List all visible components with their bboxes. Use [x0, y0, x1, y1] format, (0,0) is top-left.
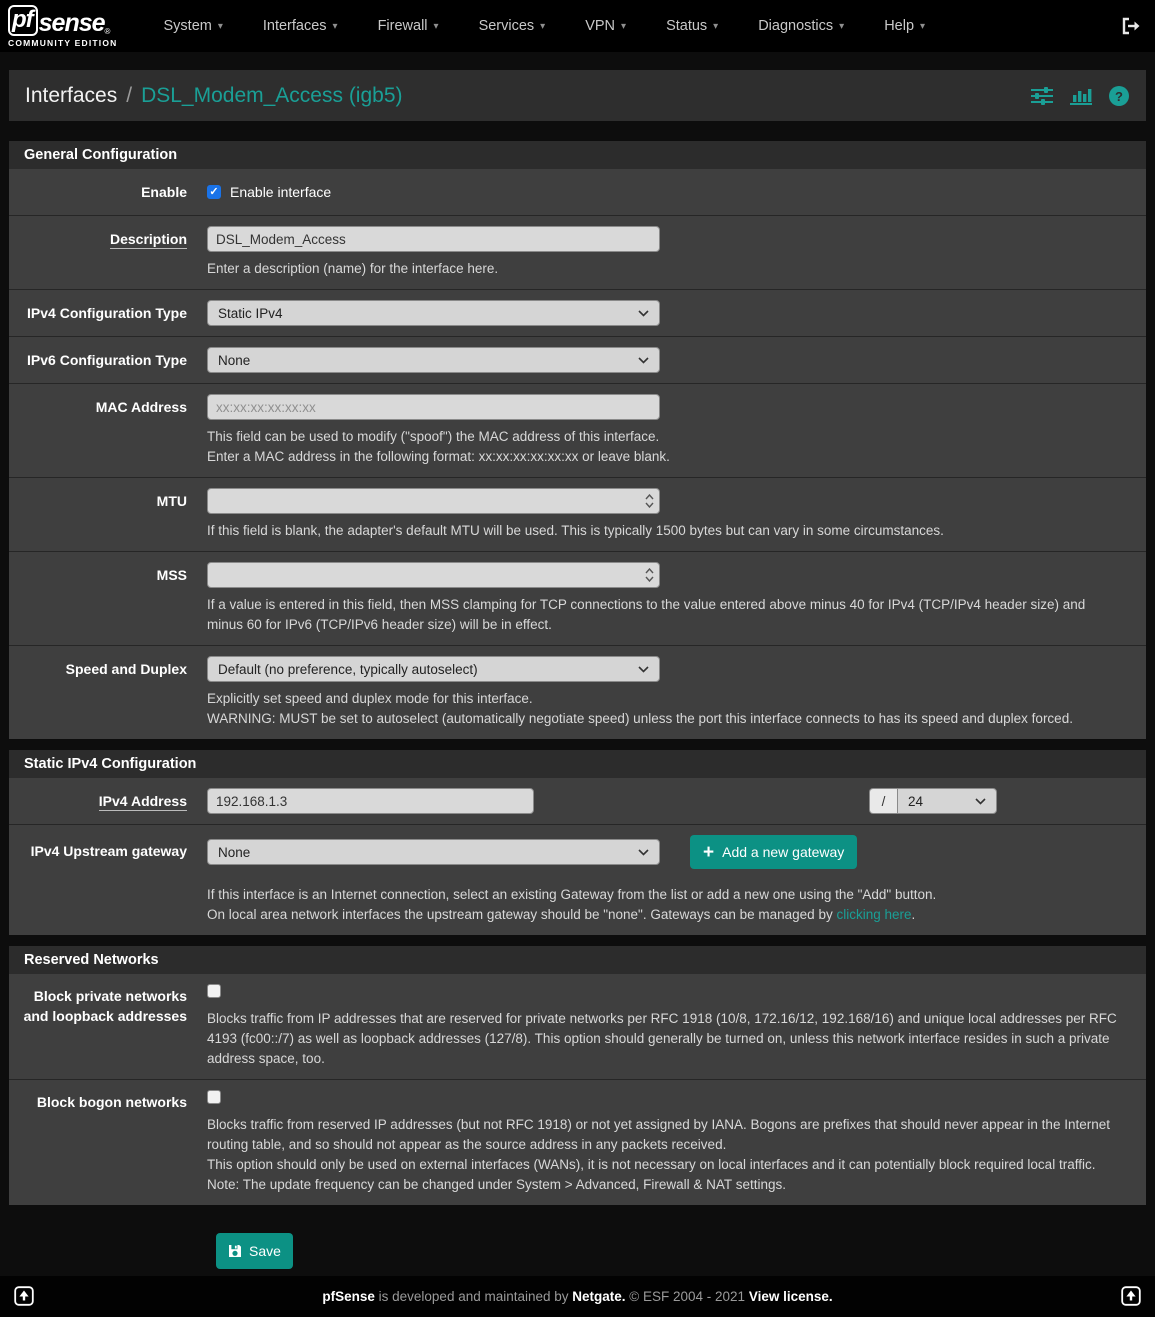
- row-block-private: [9, 974, 1146, 1079]
- breadcrumb-section: Interfaces: [25, 83, 118, 107]
- sliders-icon[interactable]: [1030, 86, 1054, 106]
- mss-label: MSS: [156, 567, 187, 583]
- logo-edition-text: COMMUNITY EDITION: [8, 37, 118, 48]
- chevron-down-icon: ▾: [713, 20, 719, 32]
- select-chevron-icon: [638, 310, 649, 317]
- ipv4-address-input[interactable]: [207, 788, 534, 814]
- row-mac-address: [9, 383, 1146, 477]
- breadcrumb: [9, 70, 1146, 121]
- chevron-down-icon: ▾: [217, 20, 223, 32]
- panel-static-ipv4-configuration: [9, 750, 1146, 935]
- clicking-here-link[interactable]: clicking here: [836, 907, 912, 922]
- select-chevron-icon: [638, 357, 649, 364]
- menu-item-diagnostics[interactable]: Diagnostics ▾: [758, 18, 845, 34]
- breadcrumb-wrap: [0, 52, 1155, 121]
- gateway-help: If this interface is an Internet connection, select an existing Gateway from the list or add a new one using the "Add" button. On local area network interfaces the upstream gateway should be "none". Gateways can be managed by clicking here.: [207, 887, 937, 922]
- block-bogon-label: Block bogon networks: [36, 1094, 187, 1110]
- ipv4-configuration-type-select[interactable]: Static IPv4: [207, 300, 660, 326]
- row-block-bogon: [9, 1079, 1146, 1205]
- chevron-down-icon: ▾: [839, 20, 845, 32]
- mac-address-input[interactable]: [207, 394, 660, 420]
- main-content: [0, 121, 1155, 1269]
- pfsense-logo[interactable]: [8, 5, 118, 48]
- description-label: Description: [109, 231, 187, 247]
- menu-item-status[interactable]: Status ▾: [666, 18, 719, 34]
- ipv4-address-label: IPv4 Address: [98, 793, 187, 809]
- block-private-help: Blocks traffic from IP addresses that are reserved for private networks per RFC 1918 (10/8, 172.16/12, 192.168/16) and unique local addresses per RFC 4193 (fc00::/7) as well as loopback addresses (127/8). This option should generally be turned on, unless this network interface resides in such a private address space, too.: [207, 1011, 1117, 1066]
- row-ipv4-address: [9, 778, 1146, 824]
- description-input[interactable]: [207, 226, 660, 252]
- row-enable: [9, 169, 1146, 215]
- enable-interface-checkbox-label: Enable interface: [230, 184, 332, 200]
- chevron-down-icon: ▾: [540, 20, 546, 32]
- row-ipv4-configuration-type: [9, 289, 1146, 336]
- block-bogon-help: Blocks traffic from reserved IP addresses (but not RFC 1918) or not yet assigned by IANA. Bogons are prefixes that should never appear in the Internet routing table, and so should not appear as the source address in any packets received. This option should only be used on external interfaces (WANs), it is not necessary on local interfaces and it can potentially block required local traffic. Note: The update frequency can be changed under System > Advanced, Firewall & NAT settings.: [207, 1117, 1110, 1192]
- enable-interface-checkbox[interactable]: ✓: [207, 185, 221, 199]
- mss-help: If a value is entered in this field, then MSS clamping for TCP connections to the value entered above minus 40 for IPv4 (TCP/IPv4 header size) and minus 60 for IPv6 (TCP/IPv6 header size) will be in effect.: [207, 597, 1086, 632]
- breadcrumb-page-link[interactable]: DSL_Modem_Access (igb5): [141, 83, 403, 107]
- breadcrumb-separator: /: [126, 83, 133, 107]
- help-icon[interactable]: [1108, 85, 1130, 107]
- menu-item-vpn[interactable]: VPN ▾: [585, 18, 627, 34]
- chevron-down-icon: ▾: [621, 20, 627, 32]
- logo-registered-mark: ®: [104, 26, 111, 36]
- chevron-down-icon: ▾: [920, 20, 926, 32]
- panel-general-configuration: [9, 141, 1146, 739]
- ipv4-type-label: IPv4 Configuration Type: [27, 305, 187, 321]
- save-icon: [228, 1244, 242, 1258]
- sign-out-icon[interactable]: [1121, 17, 1141, 35]
- menu-item-system[interactable]: System ▾: [163, 18, 223, 34]
- block-bogon-checkbox[interactable]: [207, 1090, 221, 1104]
- number-spinner[interactable]: [645, 490, 654, 512]
- plus-icon: +: [703, 841, 715, 863]
- add-gateway-button[interactable]: + Add a new gateway: [690, 835, 857, 869]
- scroll-top-right-button[interactable]: [1121, 1286, 1141, 1306]
- mss-input[interactable]: [207, 562, 660, 588]
- block-private-label: Block private networks and loopback addresses: [23, 988, 187, 1024]
- enable-label: Enable: [141, 184, 187, 200]
- panel-title: General Configuration: [9, 141, 1146, 169]
- bar-chart-icon[interactable]: [1069, 86, 1093, 106]
- save-button[interactable]: Save: [216, 1233, 293, 1269]
- panel-title: Static IPv4 Configuration: [9, 750, 1146, 778]
- mac-address-label: MAC Address: [95, 399, 187, 415]
- footer-netgate: Netgate.: [572, 1289, 626, 1304]
- svg-text:?: ?: [1115, 88, 1123, 104]
- ipv6-configuration-type-select[interactable]: None: [207, 347, 660, 373]
- save-row: [9, 1216, 1146, 1269]
- subnet-separator: /: [869, 788, 897, 814]
- footer-text: pfSense is developed and maintained by Netgate. © ESF 2004 - 2021 View license.: [322, 1289, 833, 1304]
- select-chevron-icon: [975, 798, 986, 805]
- logo-sense-text: sense: [38, 8, 105, 37]
- row-description: [9, 215, 1146, 289]
- menu-item-interfaces[interactable]: Interfaces ▾: [262, 18, 338, 34]
- description-help: Enter a description (name) for the interface here.: [207, 261, 499, 276]
- view-license-link[interactable]: View license.: [748, 1289, 833, 1304]
- row-speed-duplex: [9, 645, 1146, 739]
- main-menu: [144, 18, 946, 34]
- mac-address-help: This field can be used to modify ("spoof") the MAC address of this interface. Enter a MAC address in the following format: xx:xx:xx:xx:xx:xx or leave blank.: [207, 429, 670, 464]
- chevron-down-icon: ▾: [433, 20, 439, 32]
- panel-title: Reserved Networks: [9, 946, 1146, 974]
- row-mss: [9, 551, 1146, 645]
- ipv4-upstream-gateway-label: IPv4 Upstream gateway: [30, 843, 187, 859]
- footer-brand: pfSense: [322, 1289, 375, 1304]
- scroll-top-left-button[interactable]: [14, 1286, 34, 1306]
- logo-pf-box: pf: [8, 5, 38, 36]
- chevron-down-icon: ▾: [332, 20, 338, 32]
- menu-item-firewall[interactable]: Firewall ▾: [377, 18, 439, 34]
- speed-duplex-help: Explicitly set speed and duplex mode for this interface. WARNING: MUST be set to autoselect (automatically negotiate speed) unless the port this interface connects to has its speed and duplex forced.: [207, 691, 1073, 726]
- row-mtu: [9, 477, 1146, 551]
- row-ipv4-upstream-gateway: [9, 824, 1146, 935]
- footer: [0, 1276, 1155, 1317]
- speed-duplex-label: Speed and Duplex: [65, 661, 187, 677]
- mtu-help: If this field is blank, the adapter's default MTU will be used. This is typically 1500 bytes but can vary in some circumstances.: [207, 523, 944, 538]
- ipv4-upstream-gateway-select[interactable]: None: [207, 839, 660, 865]
- mtu-label: MTU: [156, 493, 187, 509]
- panel-reserved-networks: [9, 946, 1146, 1205]
- number-spinner[interactable]: [645, 564, 654, 586]
- subnet-mask-select[interactable]: 24: [897, 788, 997, 814]
- block-private-checkbox[interactable]: [207, 984, 221, 998]
- menu-item-services[interactable]: Services ▾: [478, 18, 546, 34]
- mtu-input[interactable]: [207, 488, 660, 514]
- select-chevron-icon: [638, 666, 649, 673]
- select-chevron-icon: [638, 849, 649, 856]
- row-ipv6-configuration-type: [9, 336, 1146, 383]
- speed-duplex-select[interactable]: Default (no preference, typically autoselect): [207, 656, 660, 682]
- menu-item-help[interactable]: Help ▾: [884, 18, 926, 34]
- top-navbar: [0, 0, 1155, 52]
- ipv6-type-label: IPv6 Configuration Type: [27, 352, 187, 368]
